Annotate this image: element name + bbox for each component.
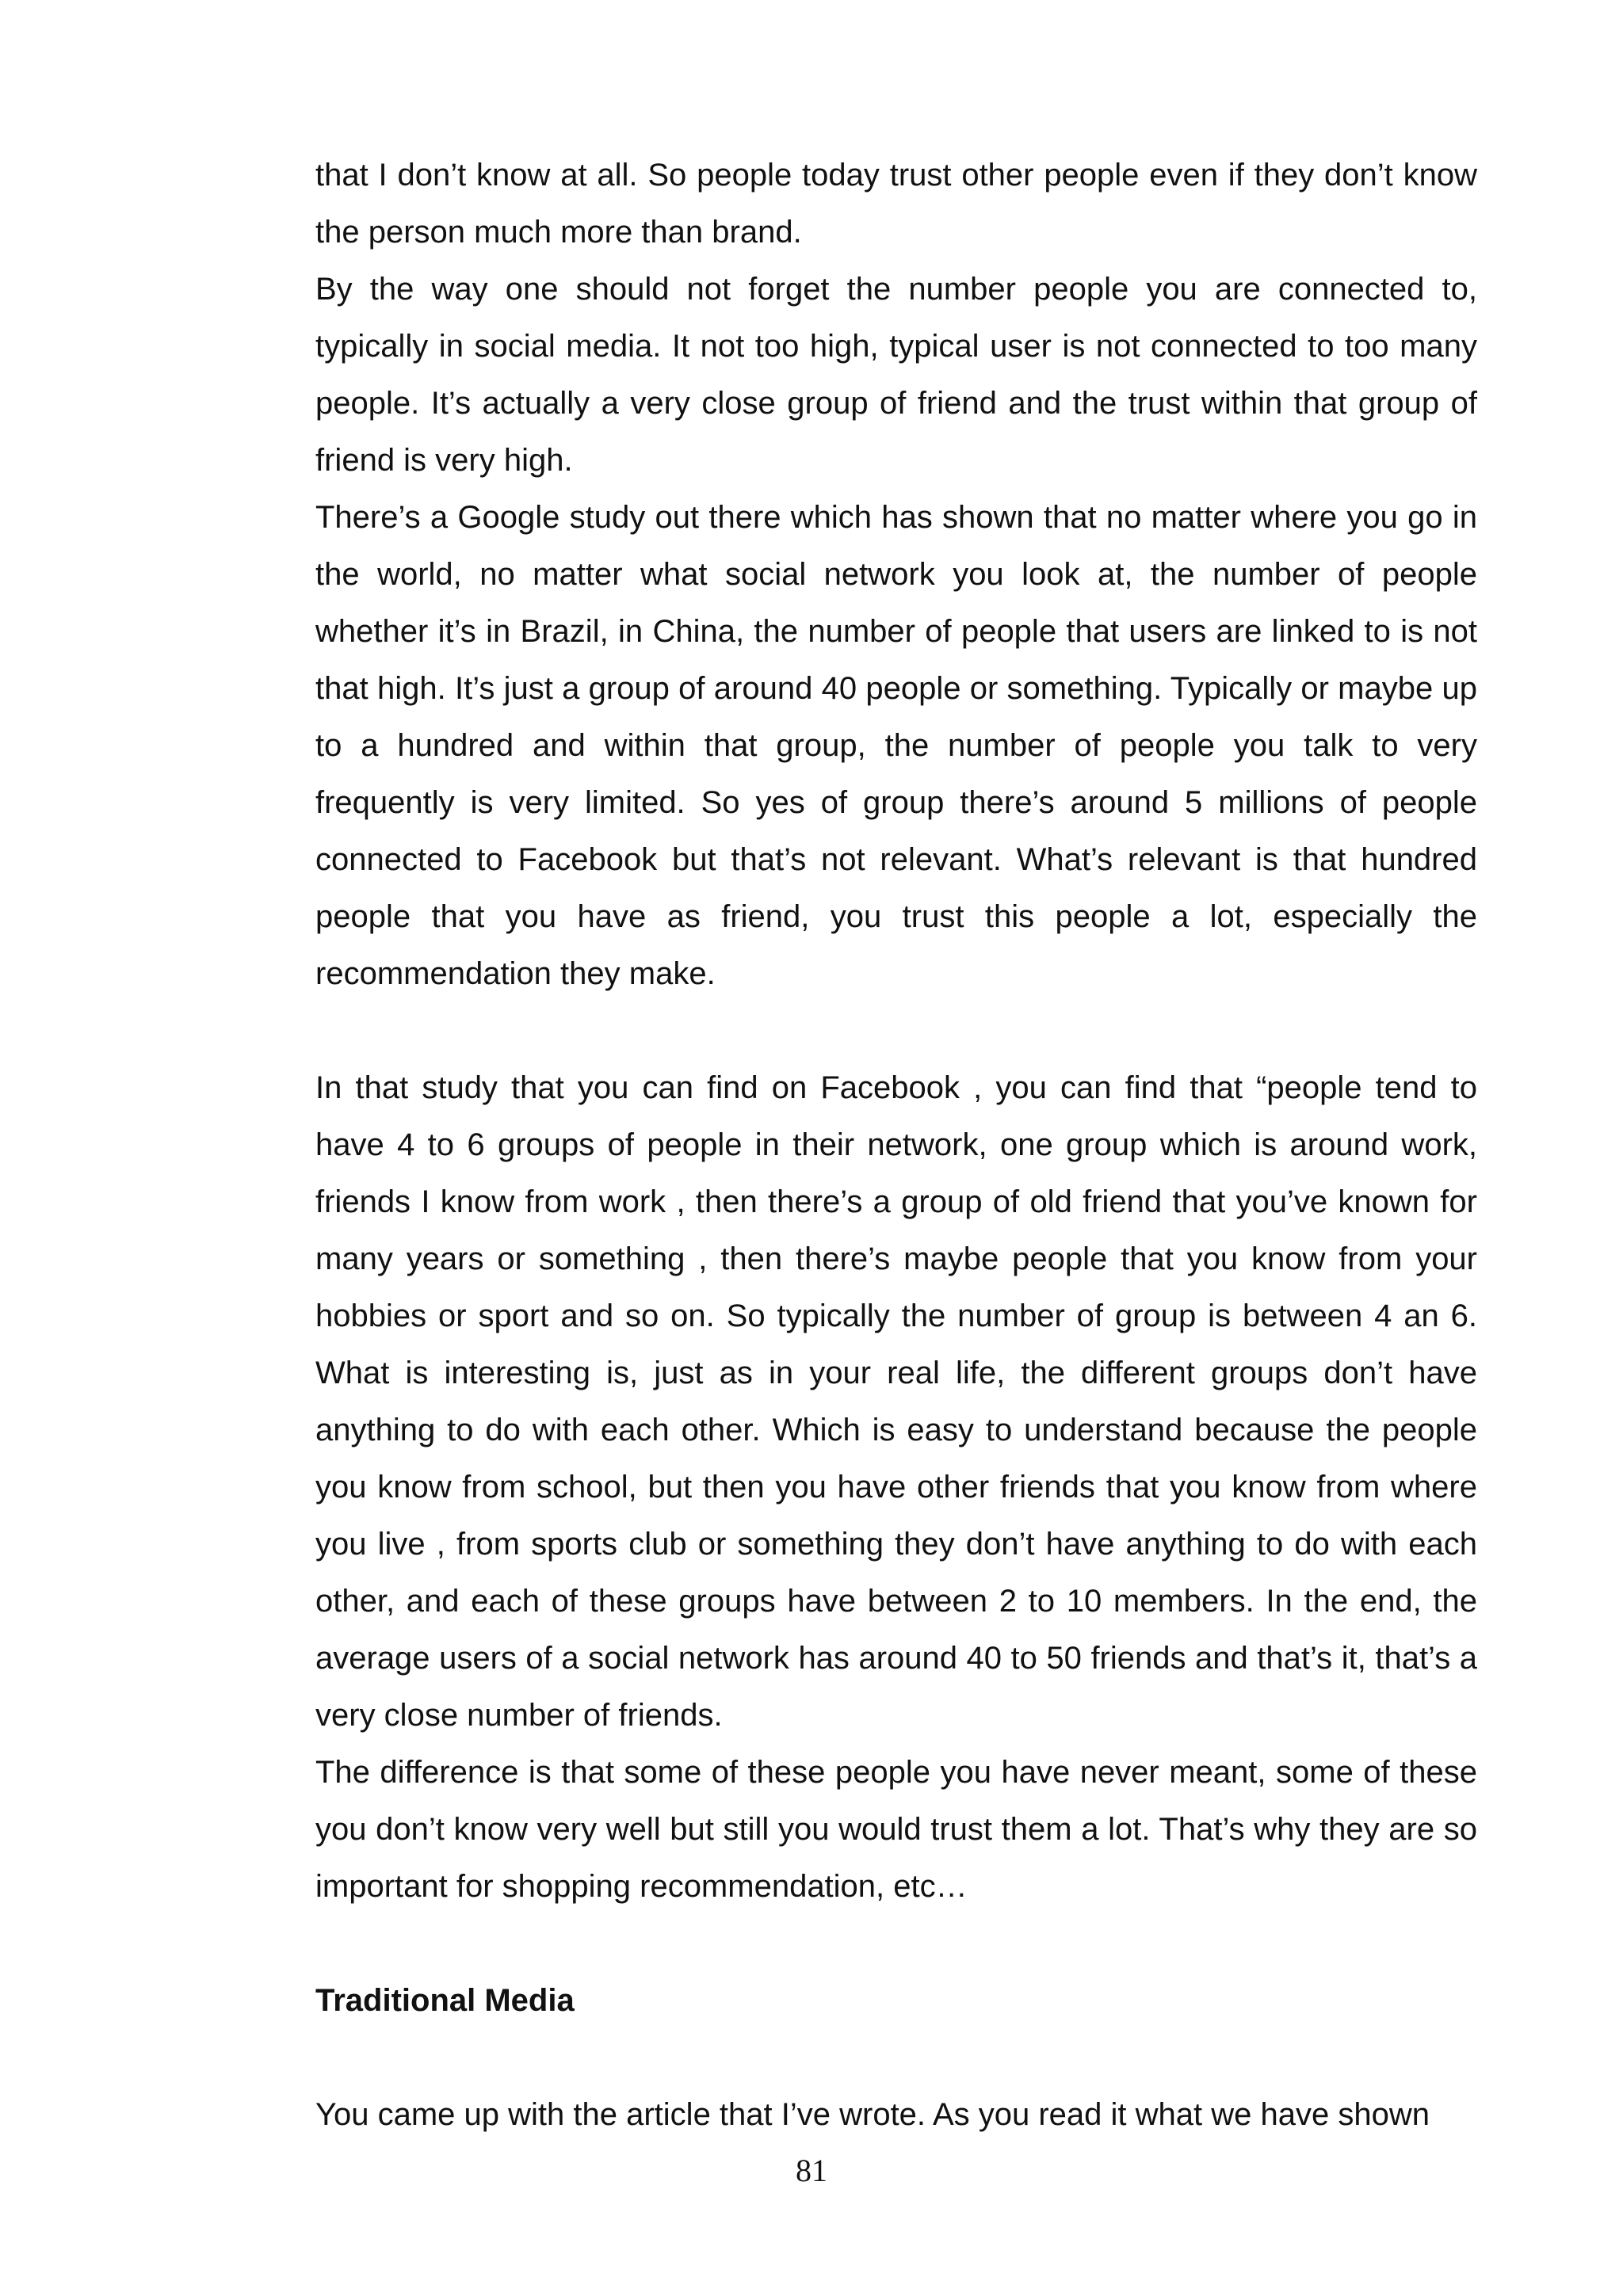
paragraph-5: The difference is that some of these people you have never meant, some of these you don’t know very well but still you would trust them a lot. That’s why they are so important for shopping recommendation, etc… [315, 1755, 1477, 1904]
paragraph-4: In that study that you can find on Facebook , you can find that “people tend to have 4 to 6 groups of people in their network, one group which is around work, friends I know from work , then there’s a group of old friend that you’ve known for many years or something , then there’s maybe people that you know from your hobbies or sport and so on. So typically the number of group is between 4 an 6. What is interesting is, just as in your real life, the different groups don’t have anything to do with each other. Which is easy to understand because the people you know from school, but then you have other friends that you know from where you live , from sports club or something they don’t have anything to do with each other, and each of these groups have between 2 to 10 members. In the end, the average users of a social network has around 40 to 50 friends and that’s it, that’s a very close number of friends. [315, 1070, 1477, 1733]
paragraph-spacer [315, 1915, 1477, 1972]
paragraph-2: By the way one should not forget the number people you are connected to, typically in social media. It not too high, typical user is not connected to too many people. It’s actually a very close group of friend and the trust within that group of friend is very high. [315, 272, 1477, 478]
page-number: 81 [796, 2153, 827, 2188]
paragraph-spacer [315, 1002, 1477, 1059]
paragraph-1: that I don’t know at all. So people today trust other people even if they don’t know the person much more than brand. [315, 158, 1477, 250]
page-body [315, 147, 1477, 2143]
paragraph-6: You came up with the article that I’ve wrote. As you read it what we have shown [315, 2097, 1430, 2132]
paragraph-spacer [315, 2029, 1477, 2086]
section-heading: Traditional Media [315, 1983, 575, 2018]
paragraph-3: There’s a Google study out there which has shown that no matter where you go in the world, no matter what social network you look at, the number of people whether it’s in Brazil, in China, the number of people that users are linked to is not that high. It’s just a group of around 40 people or something. Typically or maybe up to a hundred and within that group, the number of people you talk to very frequently is very limited. So yes of group there’s around 5 millions of people connected to Facebook but that’s not relevant. What’s relevant is that hundred people that you have as friend, you trust this people a lot, especially the recommendation they make. [315, 500, 1477, 991]
